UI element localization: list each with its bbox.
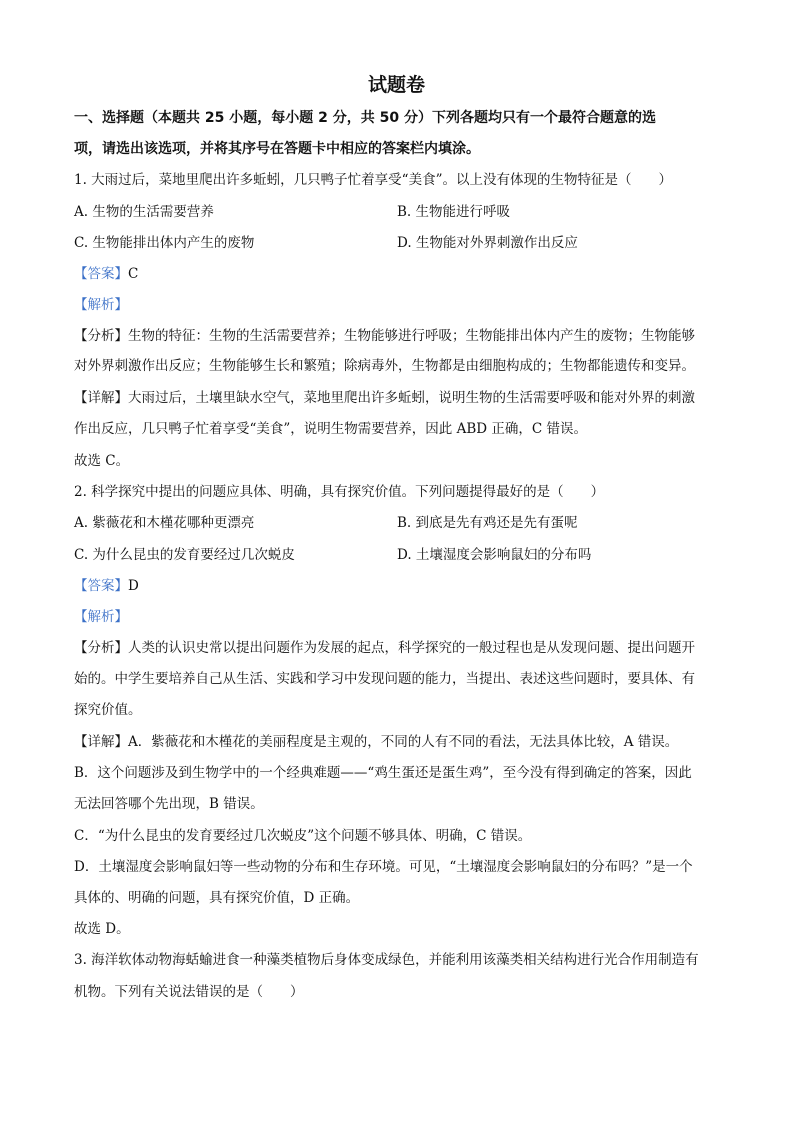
q2-fenxi-line3: 探究价值。 [74, 702, 142, 718]
q2-answer [74, 576, 724, 596]
answer-tag: 【答案】 [74, 266, 128, 282]
q2-option-b-explanation-line1: B．这个问题涉及到生物学中的一个经典难题——“鸡生蛋还是蛋生鸡”，至今没有得到确定的答案，因此 [74, 765, 692, 781]
q2-fenxi-line2: 始的。中学生要培养自己从生活、实践和学习中发现问题的能力，当提出、表述这些问题时，要具体、有 [74, 671, 695, 687]
answer-value: D [128, 578, 139, 594]
q2-option-d-explanation-line2: 具体的、明确的问题，具有探究价值，D 正确。 [74, 890, 360, 906]
q2-option-c-explanation: C．“为什么昆虫的发育要经过几次蜕皮”这个问题不够具体、明确，C 错误。 [74, 828, 532, 844]
q1-analysis-tag: 【解析】 [74, 297, 128, 313]
q1-xiangjie-line2: 作出反应，几只鸭子忙着享受“美食”，说明生物需要营养，因此 ABD 正确，C 错误。 [74, 421, 587, 437]
q3-stem-line1: 3. 海洋软体动物海蛞蝓进食一种藻类植物后身体变成绿色，并能利用该藻类相关结构进行光合作用制造有 [74, 952, 699, 968]
q1-fenxi-line2: 对外界刺激作出反应；生物能够生长和繁殖；除病毒外，生物都是由细胞构成的；生物都能遗传和变异。 [74, 358, 695, 374]
q1-option-c: C. 生物能排出体内产生的废物 [74, 235, 255, 251]
q1-answer [74, 264, 724, 284]
q2-option-a: A. 紫薇花和木槿花哪种更漂亮 [74, 515, 255, 531]
q1-conclusion: 故选 C。 [74, 453, 130, 469]
q2-option-b: B. 到底是先有鸡还是先有蛋呢 [397, 515, 578, 531]
q1-option-b: B. 生物能进行呼吸 [397, 204, 511, 220]
q2-conclusion: 故选 D。 [74, 921, 130, 937]
q1-stem: 1. 大雨过后，菜地里爬出许多蚯蚓，几只鸭子忙着享受“美食”。以上没有体现的生物特征是（ ） [74, 172, 672, 188]
q1-fenxi-line1: 【分析】生物的特征：生物的生活需要营养；生物能够进行呼吸；生物能排出体内产生的废物；生物能够 [74, 328, 695, 344]
q2-stem: 2. 科学探究中提出的问题应具体、明确，具有探究价值。下列问题提得最好的是（ ） [74, 484, 605, 500]
answer-tag: 【答案】 [74, 578, 128, 594]
q2-analysis-tag: 【解析】 [74, 609, 128, 625]
q2-fenxi-line1: 【分析】人类的认识史常以提出问题作为发展的起点，科学探究的一般过程也是从发现问题、提出问题开 [74, 640, 695, 656]
q2-option-c: C. 为什么昆虫的发育要经过几次蜕皮 [74, 547, 295, 563]
q1-option-a: A. 生物的生活需要营养 [74, 204, 214, 220]
q2-option-b-explanation-line2: 无法回答哪个先出现，B 错误。 [74, 796, 264, 812]
q3-stem-line2: 机物。下列有关说法错误的是（ ） [74, 984, 304, 1000]
page-title: 试题卷 [367, 74, 425, 96]
section-heading-line2: 项，请选出该选项，并将其序号在答题卡中相应的答案栏内填涂。 [74, 141, 480, 157]
q2-option-d: D. 土壤湿度会影响鼠妇的分布吗 [397, 547, 592, 563]
answer-value: C [128, 266, 139, 282]
section-heading-line1: 一、选择题（本题共 25 小题，每小题 2 分，共 50 分）下列各题均只有一个最符合题意的选 [74, 110, 656, 126]
q1-xiangjie-line1: 【详解】大雨过后，土壤里缺水空气，菜地里爬出许多蚯蚓，说明生物的生活需要呼吸和能对外界的刺激 [74, 390, 695, 406]
q2-option-d-explanation-line1: D．土壤湿度会影响鼠妇等一些动物的分布和生存环境。可见，“土壤湿度会影响鼠妇的分布吗？”是一个 [74, 859, 693, 875]
q1-option-d: D. 生物能对外界刺激作出反应 [397, 235, 578, 251]
q2-xiangjie-line1: 【详解】A．紫薇花和木槿花的美丽程度是主观的，不同的人有不同的看法，无法具体比较，A 错误。 [74, 734, 679, 750]
